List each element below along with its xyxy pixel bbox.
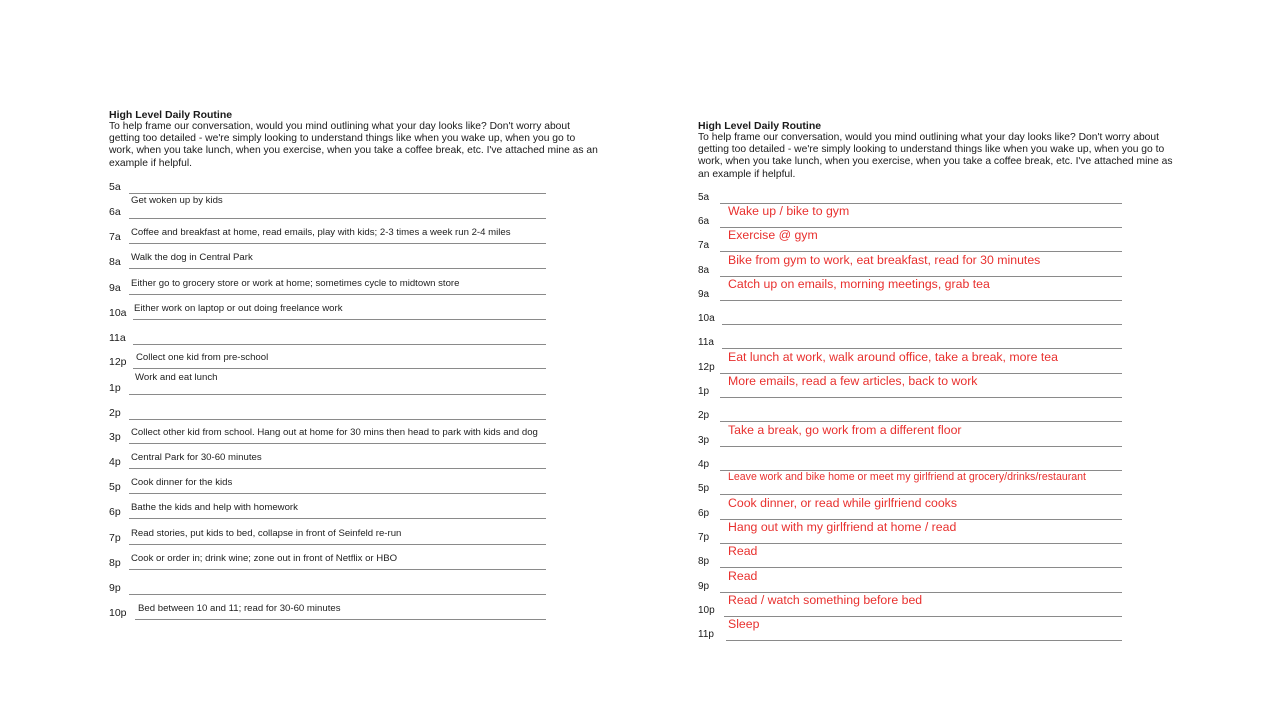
entry-line — [722, 348, 1122, 349]
time-label: 11a — [109, 332, 126, 344]
entry-text[interactable]: Take a break, go work from a different floor — [728, 423, 962, 437]
schedule-row — [698, 617, 1138, 646]
entry-line — [129, 193, 546, 194]
entry-text[interactable]: Walk the dog in Central Park — [131, 252, 253, 263]
time-label: 11p — [698, 629, 714, 640]
entry-line — [129, 518, 546, 519]
time-label: 1p — [109, 382, 121, 394]
schedule-row — [109, 530, 549, 550]
entry-line — [129, 243, 546, 244]
entry-line — [129, 294, 546, 295]
schedule-row — [109, 429, 549, 449]
entry-line — [129, 419, 546, 420]
entry-text[interactable]: Work and eat lunch — [135, 372, 218, 383]
schedule-row — [109, 372, 549, 400]
entry-line — [135, 619, 546, 620]
entry-line — [129, 443, 546, 444]
time-label: 5a — [109, 181, 121, 193]
entry-text[interactable]: Wake up / bike to gym — [728, 204, 850, 218]
time-label: 7p — [109, 532, 121, 544]
schedule-row — [109, 555, 549, 575]
entry-line — [720, 446, 1122, 447]
schedule-row — [109, 479, 549, 499]
time-label: 8p — [698, 556, 710, 567]
schedule-row — [109, 280, 549, 300]
time-label: 1p — [698, 386, 710, 397]
form-title: High Level Daily Routine — [109, 109, 233, 121]
schedule-row — [109, 229, 549, 249]
entry-line — [722, 324, 1122, 325]
entry-text[interactable]: Coffee and breakfast at home, read emails, play with kids; 2-3 times a week run 2-4 miles — [131, 227, 511, 238]
schedule-row — [698, 423, 1138, 452]
entry-line — [133, 368, 546, 369]
entry-text[interactable]: Hang out with my girlfriend at home / read — [728, 520, 957, 534]
schedule-row — [698, 544, 1138, 573]
entry-text[interactable]: Collect one kid from pre-school — [136, 352, 269, 363]
time-label: 9p — [698, 581, 710, 592]
entry-text[interactable]: Cook dinner, or read while girlfriend cooks — [728, 496, 957, 510]
time-label: 2p — [109, 407, 121, 419]
entry-line — [720, 300, 1122, 301]
entry-text[interactable]: Central Park for 30-60 minutes — [131, 452, 262, 463]
form-title: High Level Daily Routine — [698, 120, 822, 132]
time-label: 5a — [698, 192, 710, 203]
entry-line — [129, 594, 546, 595]
schedule-row — [109, 254, 549, 274]
entry-text[interactable]: Eat lunch at work, walk around office, take a break, more tea — [728, 350, 1058, 364]
entry-text[interactable]: Get woken up by kids — [131, 195, 223, 206]
time-label: 4p — [698, 459, 710, 470]
time-label: 7p — [698, 532, 710, 543]
entry-text[interactable]: Read — [728, 544, 758, 558]
time-label: 7a — [109, 231, 121, 243]
entry-line — [724, 616, 1122, 617]
entry-text[interactable]: Cook or order in; drink wine; zone out in front of Netflix or HBO — [131, 553, 398, 564]
schedule-row — [109, 195, 549, 224]
entry-text[interactable]: Leave work and bike home or meet my girlfriend at grocery/drinks/restaurant — [728, 471, 1086, 483]
entry-line — [720, 543, 1122, 544]
entry-line — [129, 468, 546, 469]
entry-text[interactable]: Either work on laptop or out doing freelance work — [134, 303, 343, 314]
entry-line — [720, 421, 1122, 422]
time-label: 12p — [109, 356, 127, 368]
entry-line — [720, 397, 1122, 398]
entry-line — [129, 493, 546, 494]
schedule-row — [109, 605, 549, 625]
time-label: 10a — [109, 307, 127, 319]
entry-text[interactable]: Bathe the kids and help with homework — [131, 502, 298, 513]
entry-line — [133, 344, 546, 345]
schedule-row — [109, 330, 549, 350]
entry-line — [129, 544, 546, 545]
entry-text[interactable]: Either go to grocery store or work at home; sometimes cycle to midtown store — [131, 278, 460, 289]
time-label: 7a — [698, 240, 710, 251]
entry-line — [720, 567, 1122, 568]
schedule-row — [698, 374, 1138, 403]
entry-line — [726, 640, 1122, 641]
entry-text[interactable]: Bed between 10 and 11; read for 30-60 minutes — [138, 603, 341, 614]
time-label: 12p — [698, 362, 715, 373]
entry-text[interactable]: Bike from gym to work, eat breakfast, read for 30 minutes — [728, 253, 1041, 267]
time-label: 8p — [109, 557, 121, 569]
time-label: 4p — [109, 456, 121, 468]
time-label: 5p — [698, 483, 710, 494]
entry-text[interactable]: Read stories, put kids to bed, collapse in front of Seinfeld re-run — [131, 528, 402, 539]
time-label: 6p — [109, 506, 121, 518]
time-label: 6p — [698, 508, 710, 519]
entry-line — [129, 268, 546, 269]
entry-line — [720, 494, 1122, 495]
schedule-row — [698, 593, 1138, 622]
entry-line — [720, 251, 1122, 252]
schedule-row — [109, 580, 549, 600]
time-label: 5p — [109, 481, 121, 493]
time-label: 2p — [698, 410, 710, 421]
entry-line — [129, 218, 546, 219]
schedule-row — [109, 454, 549, 474]
time-label: 10p — [698, 605, 715, 616]
entry-text[interactable]: Catch up on emails, morning meetings, grab tea — [728, 277, 990, 291]
schedule-row — [698, 520, 1138, 549]
time-label: 9a — [109, 282, 121, 294]
form-intro: To help frame our conversation, would you mind outlining what your day looks like? Don't worry about getting too detailed - we're simply looking to understand things like when you wake up, when you go to work, when you take lunch, when you exercise, when you take a coffee break, etc. I've attached mine as an example if helpful. — [109, 121, 598, 169]
entry-text[interactable]: Sleep — [728, 617, 760, 631]
entry-line — [133, 319, 546, 320]
time-label: 9a — [698, 289, 710, 300]
schedule-row — [109, 504, 549, 524]
routine-form-left — [109, 109, 599, 619]
schedule-row — [109, 305, 549, 325]
schedule-row — [109, 354, 549, 374]
time-label: 6a — [698, 216, 710, 227]
time-label: 8a — [698, 265, 710, 276]
schedule-row — [698, 277, 1138, 306]
time-label: 3p — [698, 435, 710, 446]
entry-text[interactable]: Read / watch something before bed — [728, 593, 923, 607]
time-label: 10a — [698, 313, 715, 324]
form-intro: To help frame our conversation, would you mind outlining what your day looks like? Don't worry about getting too detailed - we're simply looking to understand things like when you wake up, when you go to work, when you take lunch, when you exercise, when you take a coffee break, etc. I've attached mine as an example if helpful. — [698, 132, 1173, 180]
entry-text[interactable]: Read — [728, 569, 758, 583]
time-label: 8a — [109, 256, 121, 268]
time-label: 3p — [109, 431, 121, 443]
entry-text[interactable]: Cook dinner for the kids — [131, 477, 233, 488]
entry-text[interactable]: Exercise @ gym — [728, 228, 818, 242]
entry-text[interactable]: Collect other kid from school. Hang out at home for 30 mins then head to park with kids and dog — [131, 427, 538, 438]
time-label: 6a — [109, 206, 121, 218]
entry-text[interactable]: More emails, read a few articles, back to work — [728, 374, 978, 388]
schedule-row — [109, 405, 549, 425]
schedule-row — [698, 310, 1138, 330]
routine-form-right — [698, 120, 1178, 640]
time-label: 11a — [698, 337, 714, 348]
entry-line — [129, 394, 546, 395]
entry-line — [129, 569, 546, 570]
time-label: 10p — [109, 607, 127, 619]
time-label: 9p — [109, 582, 121, 594]
